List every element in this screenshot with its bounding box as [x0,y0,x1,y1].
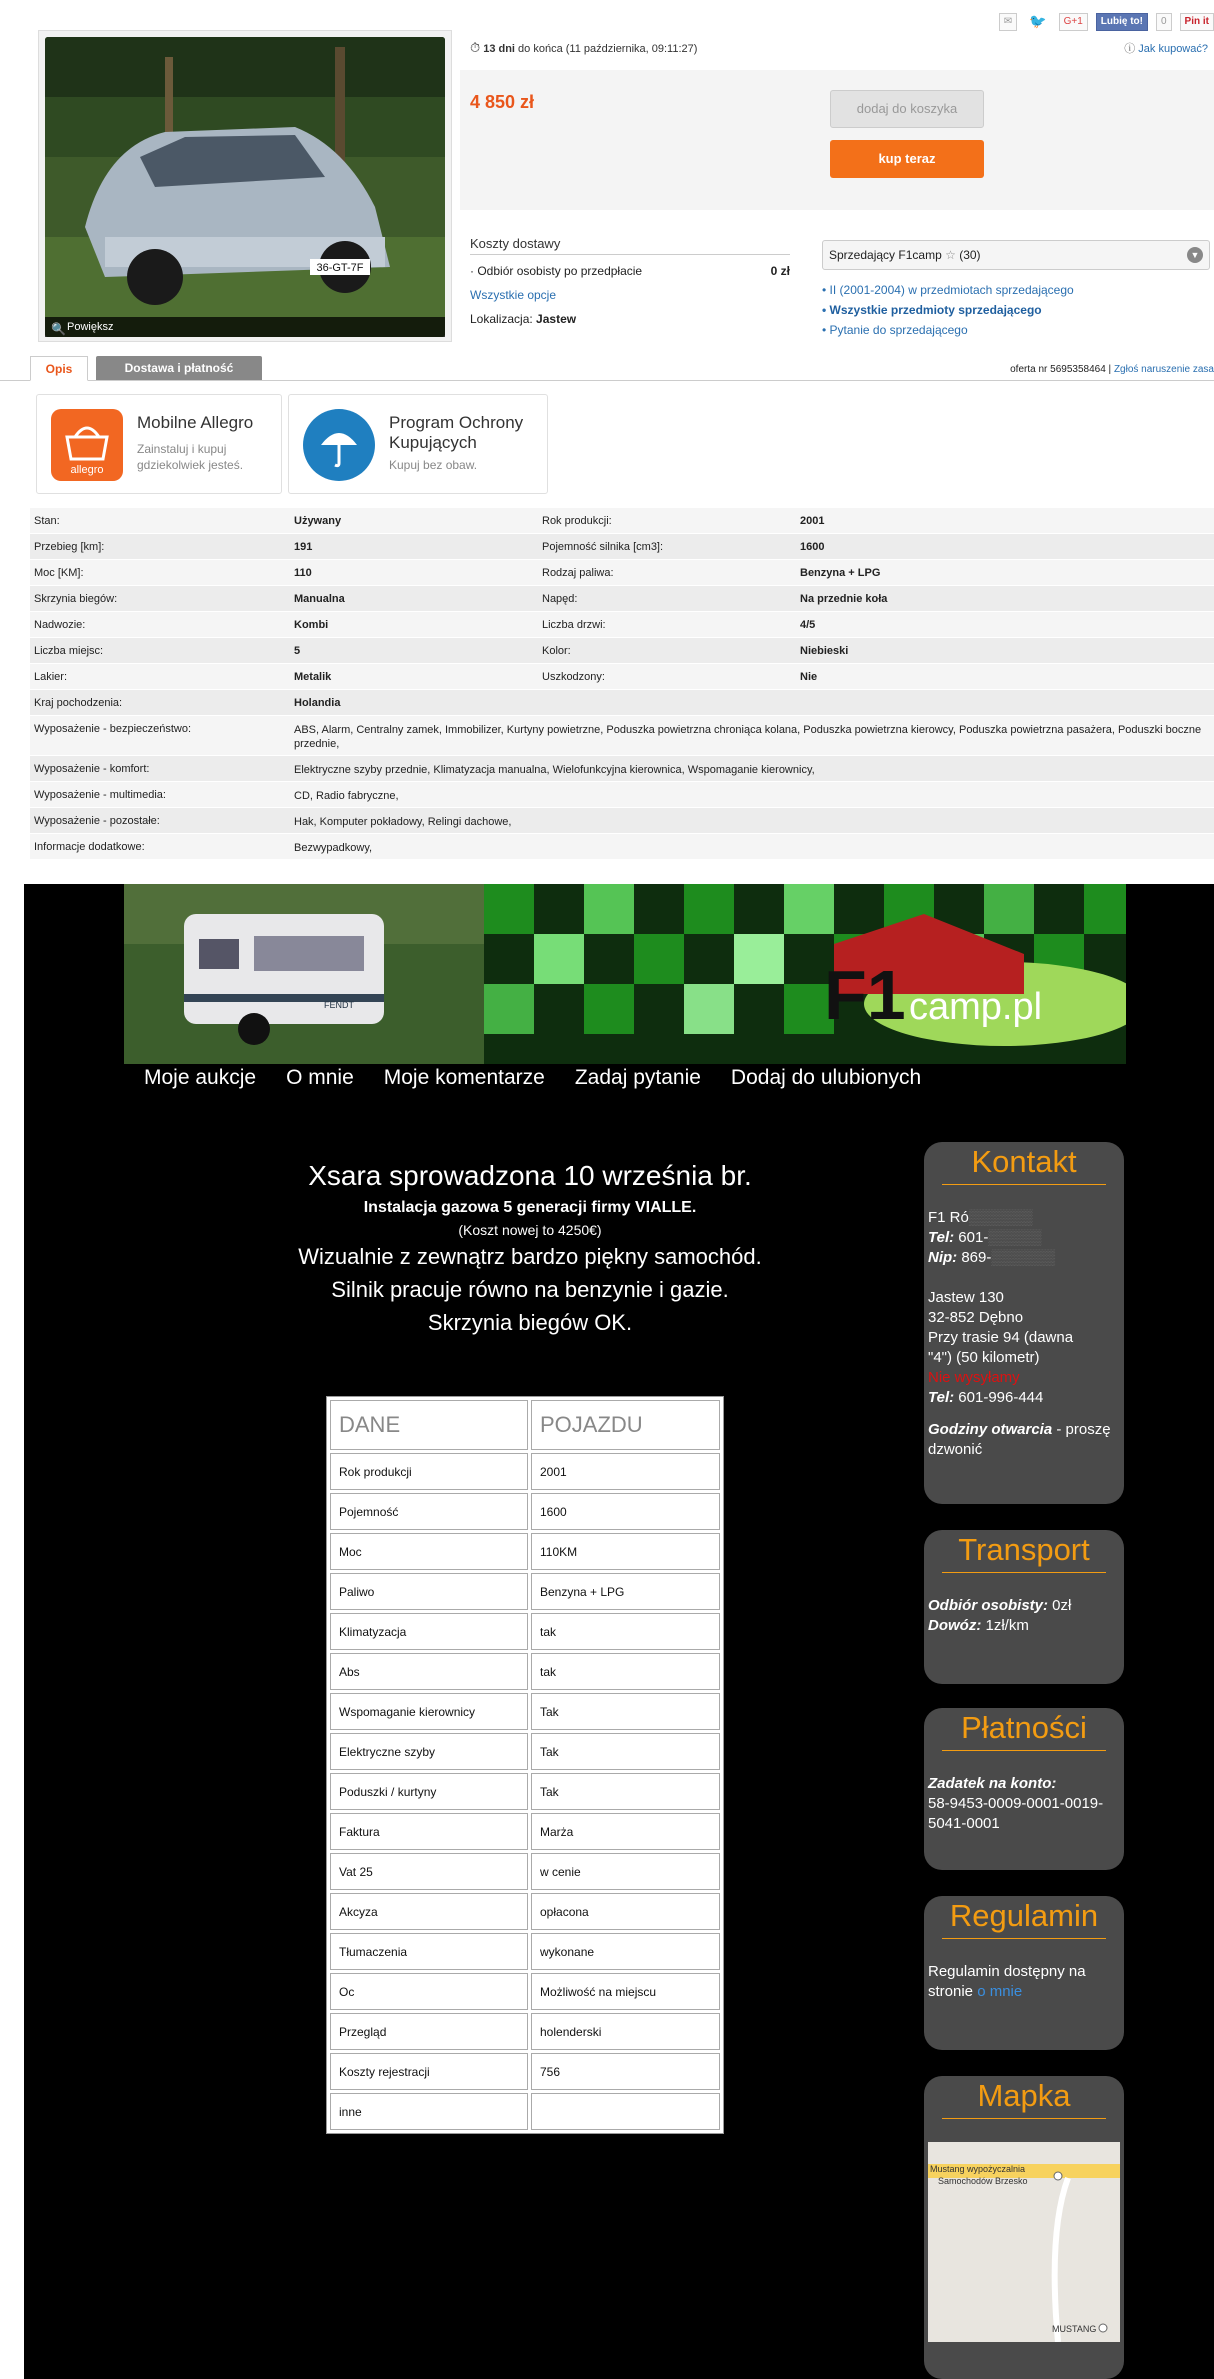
report-link[interactable]: Zgłoś naruszenie zasa [1113,364,1214,375]
nip-label: Nip: [928,1249,958,1266]
param-value: 2001 [800,515,825,527]
table-header-1: DANE [330,1400,528,1450]
param-label: Kraj pochodzenia: [34,697,123,709]
tel-value: 601- [954,1229,989,1246]
seller-link-all[interactable]: • Wszystkie przedmioty sprzedającego [822,300,1074,320]
table-row [330,1493,720,1530]
table-cell-label: Abs [330,1653,528,1690]
twitter-icon[interactable]: 🐦 [1029,13,1047,29]
seller-link-question[interactable]: • Pytanie do sprzedającego [822,320,1074,340]
gplus-button[interactable]: G+1 [1059,13,1088,31]
share-bar [999,10,1214,34]
table-row [330,1773,720,1810]
payments-title-underline [942,1750,1106,1751]
contact-name-blur: ▒▒▒▒▒▒ [968,1209,1033,1226]
table-cell-label: Poduszki / kurtyny [330,1773,528,1810]
contact-title-underline [942,1184,1106,1185]
how-buy-label: Jak kupować? [1138,43,1208,55]
terms-body: Regulamin dostępny na stronie [928,1963,1086,2000]
nip-blur: ▒▒▒▒▒▒ [991,1249,1056,1266]
table-cell-value: Marża [531,1813,720,1850]
star-icon: ☆ [945,248,956,262]
table-row [330,1533,720,1570]
seller-dropdown[interactable] [822,240,1210,270]
param-value: Nie [800,671,818,683]
param-label: Przebieg [km]: [34,541,105,553]
pickup-label: Odbiór osobisty: [928,1597,1048,1614]
table-cell-label: Elektryczne szyby [330,1733,528,1770]
payments-details [928,1774,1124,1834]
seller-links [822,280,1074,340]
table-cell-label: Moc [330,1533,528,1570]
tel2-value: 601-996-444 [954,1389,1044,1406]
promo-mobile-allegro[interactable] [36,394,282,494]
price: 4 850 zł [470,92,535,112]
equipment-value: Bezwypadkowy, [294,842,373,854]
location-label: Lokalizacja: [470,312,537,326]
vehicle-table-header [330,1400,720,1450]
seller-label: Sprzedający [829,248,896,262]
offer-label: oferta nr [1010,364,1051,375]
equipment-row [30,756,1214,782]
promo-sub2: gdziekolwiek jesteś. [137,458,244,472]
table-cell-label: Pojemność [330,1493,528,1530]
table-cell-label: Rok produkcji [330,1453,528,1490]
table-cell-value: Tak [531,1773,720,1810]
plate-text: 36-GT-7F [316,262,364,274]
contact-box [924,1142,1124,1504]
shipping-row: · Odbiór osobisty po przedpłacie 0 zł [470,264,790,278]
table-cell-value: Możliwość na miejscu [531,1973,720,2010]
caravan-brand: FENDT [324,1000,354,1010]
fb-like-label: Lubię to! [1100,16,1143,27]
table-row [330,1893,720,1930]
tel-label: Tel: [928,1229,955,1246]
gallery [38,30,452,342]
equipment-label: Wyposażenie - komfort: [34,763,150,775]
param-value: Używany [294,515,342,527]
addr3: Przy trasie 94 (dawna [928,1329,1074,1346]
magnifier-icon: 🔍 [51,322,66,336]
terms-box [924,1896,1124,2050]
seller-name: F1camp [898,248,942,262]
nip-value: 869- [957,1249,992,1266]
equipment-label: Wyposażenie - multimedia: [34,789,166,801]
terms-title-underline [942,1938,1106,1939]
logo-f1: F1 [824,956,906,1034]
vehicle-data-table [326,1396,724,2134]
terms-text [928,1962,1124,2002]
contact-name: F1 Ró [928,1209,969,1226]
equipment-label: Informacje dodatkowe: [34,841,145,853]
table-row [330,2093,720,2130]
tel2-label: Tel: [928,1389,955,1406]
table-cell-label: Przegląd [330,2013,528,2050]
promo-sub1: Zainstaluj i kupuj [137,442,227,456]
table-row [330,1573,720,1610]
param-row [30,586,1214,612]
timer-rest: do końca (11 października, 09:11:27) [515,43,698,55]
desc-line1: Wizualnie z zewnątrz bardzo piękny samochód. [298,1244,762,1269]
tab-description[interactable]: Opis [30,356,88,381]
template-nav-item[interactable]: O mnie [286,1066,354,1089]
allegro-icon-text: allegro [70,464,104,476]
param-value: Na przednie koła [800,593,888,605]
template-nav-item[interactable]: Zadaj pytanie [574,1066,701,1089]
table-cell-value: w cenie [531,1853,720,1890]
param-value: Metalik [294,671,332,683]
pickup-value: 0zł [1048,1597,1072,1614]
addr1: Jastew 130 [928,1289,1004,1306]
map-place2: Samochodów Brzesko [938,2176,1028,2186]
table-header-2: POJAZDU [531,1400,720,1450]
delivery-value: 1zł/km [981,1617,1029,1634]
table-row [330,1733,720,1770]
table-row [330,2053,720,2090]
param-label: Liczba drzwi: [542,619,606,631]
param-label: Napęd: [542,593,578,605]
param-value: Holandia [294,697,341,709]
equipment-row [30,834,1214,860]
param-value: Kombi [294,619,329,631]
param-label: Rodzaj paliwa: [542,567,614,579]
param-value: Manualna [294,593,345,605]
seller-rating: (30) [959,248,981,262]
param-label: Nadwozie: [34,619,86,631]
table-cell-label: Akcyza [330,1893,528,1930]
tel-blur: ▒▒▒▒▒ [988,1229,1042,1246]
equipment-value: ABS, Alarm, Centralny zamek, Immobilizer, Kurtyny powietrzne, Poduszka powietrzna chroniąca kolana, Poduszka powietrzna kierowcy, Poduszka powietrzna pasażera, Poduszki boczne przednie, [294,724,1202,750]
equipment-label: Wyposażenie - pozostałe: [34,815,160,827]
equipment-label: Wyposażenie - bezpieczeństwo: [34,723,192,735]
table-cell-value: opłacona [531,1893,720,1930]
clock-icon: ⏱ [470,40,481,55]
table-row [330,1973,720,2010]
table-cell-value: Tak [531,1733,720,1770]
param-label: Stan: [34,515,60,527]
table-cell-label: Paliwo [330,1573,528,1610]
pinterest-button[interactable]: Pin it [1180,13,1214,31]
template-nav-item[interactable]: Dodaj do ulubionych [730,1066,922,1089]
payments-box [924,1708,1124,1870]
table-cell-label: Faktura [330,1813,528,1850]
map-place1: Mustang wypożyczalnia [930,2164,1026,2174]
how-to-buy-link[interactable] [1124,40,1208,56]
promo-buyer-protection[interactable] [288,394,548,494]
table-row [330,1453,720,1490]
desc-heading: Xsara sprowadzona 10 września br. [308,1160,752,1191]
offer-number: oferta nr 5695358464 | Zgłoś naruszenie zasa [1010,364,1214,375]
param-row [30,638,1214,664]
map-place3: MUSTANG [1052,2324,1097,2334]
param-label: Uszkodzony: [542,671,605,683]
table-row [330,2013,720,2050]
map-title: Mapka [977,2078,1071,2113]
table-cell-value: tak [531,1613,720,1650]
addr2: 32-852 Dębno [928,1309,1024,1326]
equipment-row [30,782,1214,808]
param-value: 110 [294,567,312,579]
parameters-table [30,508,1214,860]
equipment-row [30,716,1214,756]
param-value: 1600 [800,541,825,553]
contact-details [928,1208,1124,1460]
desc-small: (Koszt nowej to 4250€) [458,1222,602,1238]
table-cell-label: Klimatyzacja [330,1613,528,1650]
table-row [330,1693,720,1730]
hours-value: - proszę dzwonić [928,1421,1111,1458]
terms-link[interactable]: o mnie [977,1983,1023,2000]
hours-label: Godziny otwarcia [928,1421,1053,1438]
zoom-label: Powiększ [67,321,114,333]
param-row [30,690,1214,716]
table-cell-label: Wspomaganie kierownicy [330,1693,528,1730]
template-nav-item[interactable]: Moje aukcje [144,1066,257,1089]
param-value: Niebieski [800,645,849,657]
transport-box [924,1530,1124,1684]
param-row [30,560,1214,586]
table-cell-value: holenderski [531,2013,720,2050]
facebook-like-button[interactable] [1096,13,1148,31]
param-label: Pojemność silnika [cm3]: [542,541,664,553]
shipping-divider [470,254,790,255]
table-cell-label: Koszty rejestracji [330,2053,528,2090]
equipment-value: Elektryczne szyby przednie, Klimatyzacja manualna, Wielofunkcyjna kierownica, Wspomaganie kierownicy, [294,764,815,776]
param-value: 4/5 [800,619,816,631]
addr4: "4") (50 kilometr) [928,1349,1040,1366]
location [470,312,576,326]
location-value: Jastew [536,312,577,326]
shipping-title: Koszty dostawy [470,236,561,251]
chevron-down-icon: ▼ [1187,247,1203,263]
equipment-value: Hak, Komputer pokładowy, Relingi dachowe, [294,816,512,828]
table-cell-label: Oc [330,1973,528,2010]
table-cell-label: inne [330,2093,528,2130]
add-to-cart-button[interactable]: dodaj do koszyka [830,90,984,128]
shipping-row-value: 0 zł [770,264,790,278]
table-cell-label: Vat 25 [330,1853,528,1890]
terms-title: Regulamin [949,1898,1099,1933]
param-label: Rok produkcji: [542,515,612,527]
template-nav-item[interactable]: Moje komentarze [383,1066,545,1089]
description-text [180,1156,880,1339]
table-row [330,1933,720,1970]
help-icon: ⓘ [1124,43,1136,55]
param-value: Benzyna + LPG [800,567,881,579]
param-row [30,664,1214,690]
param-label: Lakier: [34,671,68,683]
seller-link-category[interactable]: • II (2001-2004) w przedmiotach sprzedającego [822,280,1074,300]
param-value: 5 [294,645,301,657]
param-row [30,508,1214,534]
allegro-basket-icon [51,409,123,481]
param-label: Liczba miejsc: [34,645,104,657]
desc-bold: Instalacja gazowa 5 generacji firmy VIALLE. [363,1199,697,1216]
shipping-row-label: Odbiór osobisty po przedpłacie [477,264,643,278]
promo2-title1: Program Ochrony [389,413,524,432]
timer-days: 13 dni [483,43,515,55]
table-cell-value: 756 [531,2053,720,2090]
account-number: 58-9453-0009-0001-0019-5041-0001 [928,1795,1104,1832]
payments-title: Płatności [961,1710,1087,1745]
table-cell-value [531,2093,720,2130]
fb-like-count: 0 [1156,13,1172,31]
location-map[interactable] [928,2142,1120,2342]
table-row [330,1653,720,1690]
main-photo[interactable] [45,37,445,337]
auction-timer [470,40,697,56]
promo-title: Mobilne Allegro [137,413,254,432]
table-cell-value: wykonane [531,1933,720,1970]
param-row [30,612,1214,638]
template-nav [124,1066,1126,1096]
desc-line2: Silnik pracuje równo na benzynie i gazie. [331,1277,729,1302]
email-share-icon[interactable]: ✉ [999,13,1017,31]
table-cell-label: Tłumaczenia [330,1933,528,1970]
map-box [924,2076,1124,2379]
zoom-bar[interactable] [45,317,445,337]
table-row [330,1613,720,1650]
param-label: Kolor: [542,645,571,657]
contact-title: Kontakt [971,1144,1077,1179]
param-row [30,534,1214,560]
table-cell-value: tak [531,1653,720,1690]
desc-line3: Skrzynia biegów OK. [427,1310,633,1335]
table-row [330,1853,720,1890]
deposit-label: Zadatek na konto: [928,1775,1057,1792]
equipment-value: CD, Radio fabryczne, [294,790,399,802]
logo-camp: camp.pl [909,986,1043,1028]
umbrella-icon [303,409,375,481]
table-cell-value: 110KM [531,1533,720,1570]
table-cell-value: 1600 [531,1493,720,1530]
param-label: Moc [KM]: [34,567,84,579]
transport-title: Transport [958,1532,1090,1567]
equipment-row [30,808,1214,834]
tab-delivery[interactable]: Dostawa i płatność [96,356,262,380]
transport-details [928,1596,1124,1636]
offer-num: 5695358464 [1050,364,1106,375]
table-cell-value: Tak [531,1693,720,1730]
no-shipping-note: Nie wysyłamy [928,1369,1020,1386]
table-cell-value: Benzyna + LPG [531,1573,720,1610]
transport-title-underline [942,1572,1106,1573]
promo2-sub: Kupuj bez obaw. [389,458,478,472]
tabs-divider [0,380,1214,381]
shipping-all-options-link[interactable]: Wszystkie opcje [470,288,557,302]
delivery-label: Dowóz: [928,1617,982,1634]
param-value: 191 [294,541,313,553]
table-row [330,1813,720,1850]
buy-now-button[interactable]: kup teraz [830,140,984,178]
table-cell-value: 2001 [531,1453,720,1490]
promo2-title2: Kupujących [389,433,477,452]
map-title-underline [942,2118,1106,2119]
f1camp-banner [124,884,1126,1064]
param-label: Skrzynia biegów: [34,593,118,605]
